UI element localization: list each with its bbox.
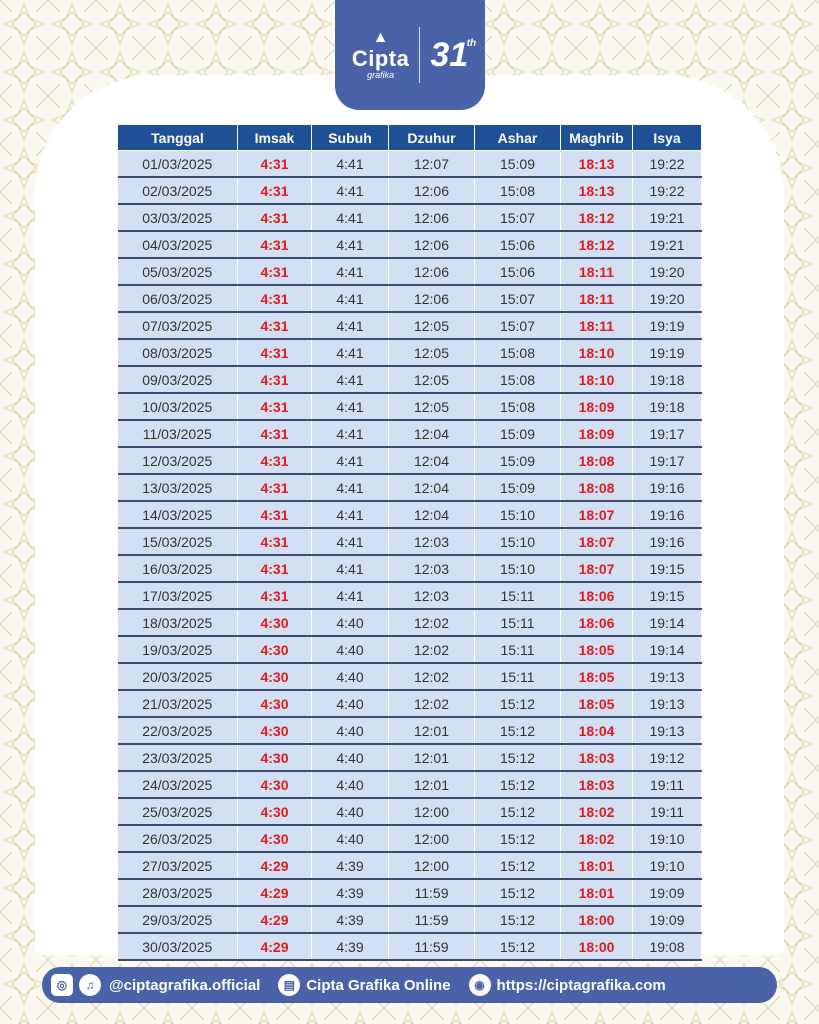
cell-tanggal: 30/03/2025: [118, 933, 238, 960]
cell-ashar: 15:12: [475, 906, 561, 933]
cell-imsak: 4:31: [238, 366, 312, 393]
cell-isya: 19:08: [633, 933, 702, 960]
table-row: [118, 636, 702, 663]
cell-subuh: 4:39: [312, 933, 389, 960]
cell-subuh: 4:41: [312, 177, 389, 204]
flame-icon: ▲: [372, 29, 389, 46]
cell-maghrib: 18:05: [561, 690, 633, 717]
table-row: [118, 825, 702, 852]
table-row: [118, 744, 702, 771]
cell-maghrib: 18:03: [561, 771, 633, 798]
cell-ashar: 15:11: [475, 609, 561, 636]
cell-imsak: 4:31: [238, 420, 312, 447]
cell-dzuhur: 12:06: [389, 231, 475, 258]
cell-tanggal: 09/03/2025: [118, 366, 238, 393]
cell-ashar: 15:11: [475, 663, 561, 690]
cell-tanggal: 26/03/2025: [118, 825, 238, 852]
cell-dzuhur: 12:04: [389, 447, 475, 474]
cell-dzuhur: 12:03: [389, 582, 475, 609]
cell-subuh: 4:39: [312, 879, 389, 906]
cell-imsak: 4:29: [238, 906, 312, 933]
cell-maghrib: 18:09: [561, 420, 633, 447]
table-row: [118, 258, 702, 285]
table-row: [118, 474, 702, 501]
cell-ashar: 15:10: [475, 528, 561, 555]
cell-isya: 19:19: [633, 339, 702, 366]
table-row: [118, 906, 702, 933]
cell-isya: 19:11: [633, 798, 702, 825]
cell-dzuhur: 12:03: [389, 528, 475, 555]
cell-imsak: 4:31: [238, 474, 312, 501]
cell-subuh: 4:41: [312, 204, 389, 231]
cell-dzuhur: 12:01: [389, 717, 475, 744]
cell-ashar: 15:07: [475, 204, 561, 231]
cell-dzuhur: 12:07: [389, 151, 475, 178]
table-row: [118, 151, 702, 178]
brand-logo-badge: [335, 0, 485, 110]
cell-tanggal: 24/03/2025: [118, 771, 238, 798]
cell-ashar: 15:11: [475, 636, 561, 663]
cell-maghrib: 18:01: [561, 879, 633, 906]
shop-group: [278, 974, 450, 996]
cell-dzuhur: 12:03: [389, 555, 475, 582]
brand-subname: grafika: [367, 70, 395, 80]
cell-subuh: 4:41: [312, 285, 389, 312]
cell-ashar: 15:08: [475, 393, 561, 420]
cell-maghrib: 18:13: [561, 177, 633, 204]
cell-dzuhur: 12:06: [389, 177, 475, 204]
cell-maghrib: 18:11: [561, 312, 633, 339]
table-row: [118, 852, 702, 879]
table-row: [118, 528, 702, 555]
cell-tanggal: 07/03/2025: [118, 312, 238, 339]
cell-isya: 19:13: [633, 663, 702, 690]
cell-imsak: 4:30: [238, 744, 312, 771]
cell-isya: 19:21: [633, 204, 702, 231]
footer-bar: [42, 967, 777, 1003]
cell-subuh: 4:41: [312, 393, 389, 420]
cell-imsak: 4:31: [238, 177, 312, 204]
cell-tanggal: 01/03/2025: [118, 151, 238, 178]
cell-dzuhur: 12:06: [389, 204, 475, 231]
cell-subuh: 4:39: [312, 906, 389, 933]
cell-isya: 19:20: [633, 258, 702, 285]
anniversary-suffix: th: [466, 37, 477, 49]
instagram-icon[interactable]: ◎: [51, 974, 73, 996]
cell-tanggal: 15/03/2025: [118, 528, 238, 555]
cell-imsak: 4:31: [238, 258, 312, 285]
cell-tanggal: 29/03/2025: [118, 906, 238, 933]
cell-subuh: 4:41: [312, 582, 389, 609]
cell-ashar: 15:09: [475, 474, 561, 501]
cell-isya: 19:14: [633, 636, 702, 663]
column-header-subuh: Subuh: [312, 125, 389, 151]
cell-isya: 19:10: [633, 852, 702, 879]
cell-isya: 19:18: [633, 366, 702, 393]
cell-ashar: 15:12: [475, 717, 561, 744]
column-header-maghrib: Maghrib: [561, 125, 633, 151]
cell-subuh: 4:41: [312, 339, 389, 366]
table-row: [118, 663, 702, 690]
cell-dzuhur: 12:05: [389, 312, 475, 339]
table-row: [118, 339, 702, 366]
table-row: [118, 177, 702, 204]
table-row: [118, 420, 702, 447]
shop-icon[interactable]: ▤: [278, 974, 300, 996]
cell-dzuhur: 12:04: [389, 501, 475, 528]
cell-isya: 19:22: [633, 151, 702, 178]
cell-ashar: 15:08: [475, 339, 561, 366]
cell-maghrib: 18:05: [561, 663, 633, 690]
cell-maghrib: 18:03: [561, 744, 633, 771]
cell-ashar: 15:08: [475, 177, 561, 204]
cell-subuh: 4:40: [312, 744, 389, 771]
cell-isya: 19:11: [633, 771, 702, 798]
cell-tanggal: 08/03/2025: [118, 339, 238, 366]
table-row: [118, 879, 702, 906]
cell-subuh: 4:39: [312, 852, 389, 879]
cell-tanggal: 27/03/2025: [118, 852, 238, 879]
cell-imsak: 4:30: [238, 771, 312, 798]
cell-imsak: 4:31: [238, 285, 312, 312]
cell-isya: 19:15: [633, 555, 702, 582]
cell-dzuhur: 12:02: [389, 663, 475, 690]
cell-tanggal: 04/03/2025: [118, 231, 238, 258]
cell-maghrib: 18:05: [561, 636, 633, 663]
cell-isya: 19:13: [633, 717, 702, 744]
cell-tanggal: 11/03/2025: [118, 420, 238, 447]
website-group: [469, 974, 666, 996]
table-row: [118, 312, 702, 339]
cell-imsak: 4:31: [238, 501, 312, 528]
cell-imsak: 4:31: [238, 528, 312, 555]
cell-ashar: 15:12: [475, 879, 561, 906]
cell-isya: 19:20: [633, 285, 702, 312]
cell-imsak: 4:31: [238, 339, 312, 366]
cell-dzuhur: 11:59: [389, 906, 475, 933]
table-row: [118, 231, 702, 258]
cell-subuh: 4:40: [312, 609, 389, 636]
cell-subuh: 4:41: [312, 447, 389, 474]
cell-imsak: 4:31: [238, 447, 312, 474]
cell-ashar: 15:12: [475, 852, 561, 879]
cell-maghrib: 18:07: [561, 528, 633, 555]
cell-tanggal: 13/03/2025: [118, 474, 238, 501]
cell-imsak: 4:30: [238, 609, 312, 636]
cell-ashar: 15:12: [475, 771, 561, 798]
cell-imsak: 4:30: [238, 636, 312, 663]
cell-ashar: 15:10: [475, 501, 561, 528]
cell-tanggal: 28/03/2025: [118, 879, 238, 906]
cell-imsak: 4:31: [238, 151, 312, 178]
cell-dzuhur: 12:00: [389, 798, 475, 825]
cell-ashar: 15:07: [475, 312, 561, 339]
brand-name: Cipta: [351, 46, 410, 71]
table-row: [118, 447, 702, 474]
cell-maghrib: 18:11: [561, 258, 633, 285]
cell-dzuhur: 11:59: [389, 879, 475, 906]
cell-tanggal: 02/03/2025: [118, 177, 238, 204]
cell-maghrib: 18:09: [561, 393, 633, 420]
table-row: [118, 933, 702, 960]
cell-subuh: 4:40: [312, 771, 389, 798]
cell-maghrib: 18:10: [561, 366, 633, 393]
cell-dzuhur: 12:02: [389, 690, 475, 717]
cell-isya: 19:13: [633, 690, 702, 717]
cell-maghrib: 18:07: [561, 501, 633, 528]
cell-ashar: 15:08: [475, 366, 561, 393]
cell-imsak: 4:29: [238, 933, 312, 960]
cell-imsak: 4:29: [238, 879, 312, 906]
table-row: [118, 366, 702, 393]
cell-subuh: 4:41: [312, 312, 389, 339]
cell-subuh: 4:41: [312, 501, 389, 528]
column-header-tanggal: Tanggal: [118, 125, 238, 151]
cell-tanggal: 14/03/2025: [118, 501, 238, 528]
cell-ashar: 15:09: [475, 151, 561, 178]
cell-isya: 19:09: [633, 879, 702, 906]
column-header-imsak: Imsak: [238, 125, 312, 151]
cell-subuh: 4:40: [312, 690, 389, 717]
table-row: [118, 285, 702, 312]
logo-divider: [419, 27, 420, 83]
cell-isya: 19:16: [633, 474, 702, 501]
cell-ashar: 15:11: [475, 582, 561, 609]
cell-isya: 19:17: [633, 420, 702, 447]
cell-imsak: 4:30: [238, 690, 312, 717]
cell-maghrib: 18:12: [561, 204, 633, 231]
table-body: [118, 151, 702, 961]
cell-imsak: 4:31: [238, 231, 312, 258]
cell-imsak: 4:31: [238, 204, 312, 231]
table-row: [118, 582, 702, 609]
social-handle[interactable]: @ciptagrafika.official: [109, 976, 261, 994]
column-header-isya: Isya: [633, 125, 702, 151]
cell-ashar: 15:07: [475, 285, 561, 312]
cell-dzuhur: 12:00: [389, 825, 475, 852]
cell-maghrib: 18:00: [561, 933, 633, 960]
cell-tanggal: 18/03/2025: [118, 609, 238, 636]
cell-isya: 19:09: [633, 906, 702, 933]
cell-maghrib: 18:13: [561, 151, 633, 178]
cell-tanggal: 05/03/2025: [118, 258, 238, 285]
cell-imsak: 4:30: [238, 717, 312, 744]
cell-maghrib: 18:07: [561, 555, 633, 582]
table-row: [118, 798, 702, 825]
cell-subuh: 4:40: [312, 825, 389, 852]
cell-imsak: 4:31: [238, 393, 312, 420]
cell-maghrib: 18:06: [561, 582, 633, 609]
table-row: [118, 555, 702, 582]
cell-dzuhur: 12:04: [389, 474, 475, 501]
shop-name[interactable]: Cipta Grafika Online: [306, 976, 451, 994]
table-row: [118, 609, 702, 636]
cell-dzuhur: 12:05: [389, 393, 475, 420]
cell-dzuhur: 12:00: [389, 852, 475, 879]
anniversary-number: 31: [430, 35, 469, 74]
social-group: [51, 974, 260, 996]
cell-ashar: 15:09: [475, 420, 561, 447]
cell-tanggal: 06/03/2025: [118, 285, 238, 312]
cell-subuh: 4:41: [312, 420, 389, 447]
cell-imsak: 4:31: [238, 555, 312, 582]
cell-subuh: 4:41: [312, 528, 389, 555]
cell-maghrib: 18:04: [561, 717, 633, 744]
cell-ashar: 15:06: [475, 258, 561, 285]
cell-isya: 19:18: [633, 393, 702, 420]
table-row: [118, 771, 702, 798]
cell-ashar: 15:12: [475, 933, 561, 960]
cell-imsak: 4:30: [238, 798, 312, 825]
cell-isya: 19:19: [633, 312, 702, 339]
cell-tanggal: 21/03/2025: [118, 690, 238, 717]
cell-subuh: 4:40: [312, 798, 389, 825]
table-row: [118, 204, 702, 231]
cell-imsak: 4:29: [238, 852, 312, 879]
anniversary-badge: [430, 35, 477, 75]
table-row: [118, 501, 702, 528]
cell-imsak: 4:30: [238, 825, 312, 852]
cell-tanggal: 22/03/2025: [118, 717, 238, 744]
cell-isya: 19:12: [633, 744, 702, 771]
cell-isya: 19:14: [633, 609, 702, 636]
table-row: [118, 690, 702, 717]
cell-ashar: 15:12: [475, 690, 561, 717]
cell-ashar: 15:10: [475, 555, 561, 582]
table-header-row: [118, 125, 702, 151]
brand-logo: [352, 30, 410, 80]
cell-maghrib: 18:02: [561, 798, 633, 825]
cell-tanggal: 10/03/2025: [118, 393, 238, 420]
cell-dzuhur: 12:06: [389, 285, 475, 312]
cell-dzuhur: 12:04: [389, 420, 475, 447]
cell-dzuhur: 12:05: [389, 366, 475, 393]
cell-dzuhur: 12:05: [389, 339, 475, 366]
cell-ashar: 15:12: [475, 825, 561, 852]
website-link[interactable]: https://ciptagrafika.com: [496, 976, 666, 994]
cell-tanggal: 25/03/2025: [118, 798, 238, 825]
cell-ashar: 15:06: [475, 231, 561, 258]
cell-maghrib: 18:12: [561, 231, 633, 258]
table-row: [118, 393, 702, 420]
table-row: [118, 717, 702, 744]
cell-maghrib: 18:01: [561, 852, 633, 879]
cell-isya: 19:16: [633, 528, 702, 555]
column-header-dzuhur: Dzuhur: [389, 125, 475, 151]
cell-maghrib: 18:11: [561, 285, 633, 312]
cell-isya: 19:15: [633, 582, 702, 609]
cell-dzuhur: 12:01: [389, 744, 475, 771]
globe-icon[interactable]: ◉: [469, 974, 491, 996]
cell-isya: 19:22: [633, 177, 702, 204]
cell-imsak: 4:30: [238, 663, 312, 690]
cell-ashar: 15:12: [475, 798, 561, 825]
cell-subuh: 4:41: [312, 151, 389, 178]
cell-tanggal: 20/03/2025: [118, 663, 238, 690]
cell-dzuhur: 12:02: [389, 609, 475, 636]
cell-maghrib: 18:08: [561, 474, 633, 501]
cell-isya: 19:21: [633, 231, 702, 258]
prayer-schedule-table: [117, 124, 702, 961]
cell-isya: 19:10: [633, 825, 702, 852]
cell-ashar: 15:09: [475, 447, 561, 474]
cell-tanggal: 16/03/2025: [118, 555, 238, 582]
cell-subuh: 4:40: [312, 663, 389, 690]
cell-isya: 19:17: [633, 447, 702, 474]
cell-dzuhur: 12:01: [389, 771, 475, 798]
column-header-ashar: Ashar: [475, 125, 561, 151]
cell-maghrib: 18:08: [561, 447, 633, 474]
cell-subuh: 4:41: [312, 258, 389, 285]
cell-subuh: 4:41: [312, 555, 389, 582]
cell-maghrib: 18:10: [561, 339, 633, 366]
cell-subuh: 4:41: [312, 474, 389, 501]
cell-maghrib: 18:06: [561, 609, 633, 636]
cell-imsak: 4:31: [238, 312, 312, 339]
cell-tanggal: 19/03/2025: [118, 636, 238, 663]
cell-subuh: 4:40: [312, 636, 389, 663]
cell-tanggal: 12/03/2025: [118, 447, 238, 474]
cell-tanggal: 17/03/2025: [118, 582, 238, 609]
cell-tanggal: 03/03/2025: [118, 204, 238, 231]
cell-isya: 19:16: [633, 501, 702, 528]
cell-dzuhur: 12:02: [389, 636, 475, 663]
tiktok-icon[interactable]: ♫: [79, 974, 101, 996]
cell-subuh: 4:40: [312, 717, 389, 744]
cell-maghrib: 18:00: [561, 906, 633, 933]
cell-subuh: 4:41: [312, 231, 389, 258]
cell-tanggal: 23/03/2025: [118, 744, 238, 771]
cell-ashar: 15:12: [475, 744, 561, 771]
cell-subuh: 4:41: [312, 366, 389, 393]
cell-dzuhur: 12:06: [389, 258, 475, 285]
cell-imsak: 4:31: [238, 582, 312, 609]
cell-dzuhur: 11:59: [389, 933, 475, 960]
cell-maghrib: 18:02: [561, 825, 633, 852]
